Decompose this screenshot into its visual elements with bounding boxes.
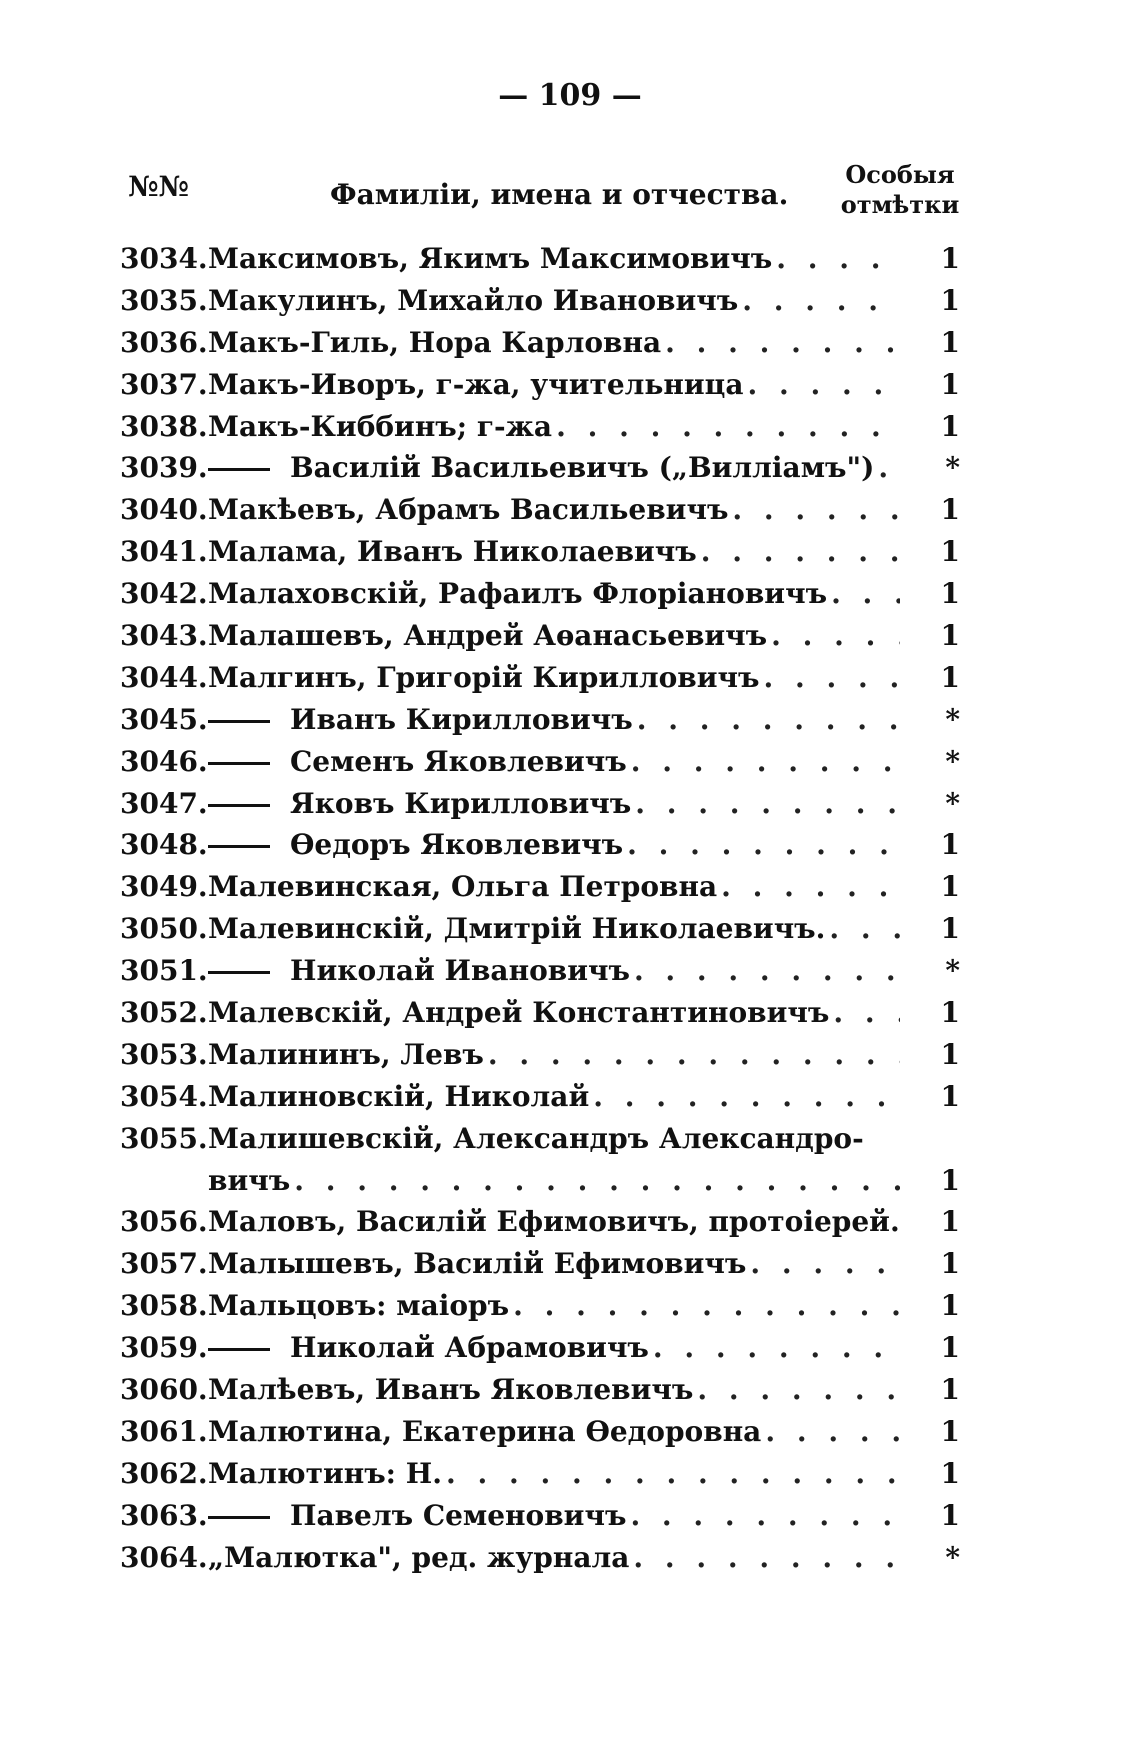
entry-name: Малишевскій, Александръ Александро- <box>208 1121 864 1155</box>
leader-dots <box>763 661 900 694</box>
entry-number: 3045. <box>120 702 208 736</box>
entry-name: Ѳедоръ Яковлевичъ <box>290 828 624 862</box>
entry-body <box>208 1164 900 1197</box>
list-item <box>120 410 960 452</box>
leader-dots <box>653 1331 900 1364</box>
entry-name: Маловъ, Василій Ефимовичъ, протоіерей. <box>208 1205 900 1239</box>
entry-mark: 1 <box>940 1163 960 1197</box>
entry-number: 3043. <box>120 619 208 653</box>
entry-name: Малиновскій, Николай <box>208 1079 590 1113</box>
entry-number: 3064. <box>120 1540 208 1574</box>
entry-body <box>208 912 900 945</box>
leader-dots <box>633 1541 900 1574</box>
leader-dots <box>627 828 900 861</box>
entry-number: 3046. <box>120 744 208 778</box>
leader-dots <box>829 912 900 945</box>
entry-number: 3038. <box>120 409 208 443</box>
entry-name: Макѣевъ, Абрамъ Васильевичъ <box>208 493 729 527</box>
entry-body <box>208 1205 900 1238</box>
leader-dots <box>697 1373 900 1406</box>
entry-name: вичъ <box>208 1163 291 1197</box>
list-item <box>120 1289 960 1331</box>
entry-body <box>208 1541 900 1574</box>
entry-mark: * <box>945 744 960 778</box>
list-item <box>120 661 960 703</box>
page-number: — 109 — <box>498 78 642 113</box>
list-item <box>120 954 960 996</box>
entry-name: Малгинъ, Григорій Кирилловичъ <box>208 660 760 694</box>
list-item <box>120 577 960 619</box>
entry-mark: 1 <box>940 242 960 275</box>
entry-body <box>208 661 900 694</box>
entry-mark: 1 <box>940 1247 960 1281</box>
entry-name: Максимовъ, Якимъ Максимовичъ <box>208 242 773 275</box>
leader-dots <box>701 535 900 568</box>
entry-mark: 1 <box>940 1079 960 1113</box>
ditto-dash <box>208 954 278 987</box>
leader-dots <box>776 242 900 275</box>
names-column-header: Фамиліи, имена и отчества. <box>330 178 789 211</box>
entry-mark: 1 <box>940 493 960 527</box>
entry-name: Малаховскій, Рафаилъ Флоріановичъ <box>208 577 828 611</box>
marks-column-header <box>830 160 970 220</box>
entry-number: 3035. <box>120 283 208 317</box>
entry-number: 3059. <box>120 1331 208 1365</box>
list-item <box>120 368 960 410</box>
entry-name: Малевинская, Ольга Петровна <box>208 870 718 904</box>
entry-name: Малютина, Екатерина Ѳедоровна <box>208 1414 762 1448</box>
entry-body <box>208 870 900 903</box>
list-item <box>120 1331 960 1373</box>
entry-mark: 1 <box>940 1037 960 1071</box>
entry-name: Малѣевъ, Иванъ Яковлевичъ <box>208 1373 694 1407</box>
entry-body <box>208 745 900 778</box>
list-item <box>120 1499 960 1541</box>
ditto-dash <box>208 703 278 736</box>
entry-number: 3062. <box>120 1456 208 1490</box>
leader-dots <box>556 410 900 443</box>
list-item <box>120 870 960 912</box>
leader-dots <box>631 745 900 778</box>
entry-mark: * <box>945 451 960 485</box>
list-item-continuation <box>120 1164 960 1206</box>
entry-body <box>208 619 900 652</box>
ditto-dash <box>208 745 278 778</box>
entry-body <box>208 1247 900 1280</box>
list-item <box>120 1373 960 1415</box>
entry-name: Яковъ Кирилловичъ <box>290 786 632 820</box>
entry-mark: 1 <box>940 1205 960 1239</box>
entry-body <box>208 535 900 568</box>
entry-name: Мальцовъ: маіоръ <box>208 1289 510 1323</box>
entry-body <box>208 1038 900 1071</box>
entry-number: 3036. <box>120 325 208 359</box>
leader-dots <box>833 996 900 1029</box>
entry-body <box>208 326 900 359</box>
entry-body <box>208 493 900 526</box>
leader-dots <box>665 326 900 359</box>
entry-name: Николай Ивановичъ <box>290 954 630 988</box>
entry-number: 3051. <box>120 954 208 988</box>
entry-mark: * <box>945 702 960 736</box>
leader-dots <box>721 870 900 903</box>
number-column-header: №№ <box>128 170 189 203</box>
list-item <box>120 996 960 1038</box>
entry-number: 3034. <box>120 242 208 275</box>
entry-body <box>208 1499 900 1532</box>
entry-mark: 1 <box>940 325 960 359</box>
entry-mark: 1 <box>940 660 960 694</box>
list-item <box>120 326 960 368</box>
entry-number: 3054. <box>120 1079 208 1113</box>
entry-body <box>208 451 900 484</box>
leader-dots <box>446 1457 900 1490</box>
entry-mark: * <box>945 1540 960 1574</box>
entry-number: 3050. <box>120 912 208 946</box>
entry-mark: * <box>945 954 960 988</box>
entry-number: 3057. <box>120 1247 208 1281</box>
entry-mark: 1 <box>940 1414 960 1448</box>
entry-number: 3060. <box>120 1373 208 1407</box>
ditto-dash <box>208 828 278 861</box>
list-item <box>120 284 960 326</box>
list-item <box>120 619 960 661</box>
list-item <box>120 912 960 954</box>
entry-number: 3048. <box>120 828 208 862</box>
entry-body <box>208 410 900 443</box>
entry-name: Малышевъ, Василій Ефимовичъ <box>208 1247 747 1281</box>
entry-mark: 1 <box>940 535 960 569</box>
entry-number: 3041. <box>120 535 208 569</box>
marks-header-line-1: Особыя <box>845 160 955 189</box>
entry-number: 3044. <box>120 660 208 694</box>
leader-dots <box>831 577 900 610</box>
entry-mark: 1 <box>940 409 960 443</box>
entry-mark: 1 <box>940 577 960 611</box>
entry-mark: 1 <box>940 912 960 946</box>
entry-body <box>208 828 900 861</box>
entry-name: Павелъ Семеновичъ <box>290 1498 627 1532</box>
entry-mark: 1 <box>940 1289 960 1323</box>
entry-number: 3056. <box>120 1205 208 1239</box>
leader-dots <box>747 368 900 401</box>
ditto-dash <box>208 451 278 484</box>
entry-mark: 1 <box>940 619 960 653</box>
leader-dots <box>742 284 900 317</box>
leader-dots <box>488 1038 900 1071</box>
entry-number: 3049. <box>120 870 208 904</box>
entry-body <box>208 1289 900 1322</box>
entries-list <box>120 242 960 1583</box>
ditto-dash <box>208 1499 278 1532</box>
leader-dots <box>750 1247 900 1280</box>
entry-mark: 1 <box>940 1498 960 1532</box>
list-item <box>120 1122 960 1164</box>
entry-mark: 1 <box>940 367 960 401</box>
entry-body <box>208 703 900 736</box>
list-item <box>120 1038 960 1080</box>
list-item <box>120 1541 960 1583</box>
leader-dots <box>765 1415 900 1448</box>
list-item <box>120 1415 960 1457</box>
leader-dots <box>634 954 900 987</box>
entry-body <box>208 242 900 275</box>
leader-dots <box>878 451 900 484</box>
entry-name: Макулинъ, Михайло Ивановичъ <box>208 283 739 317</box>
list-item <box>120 451 960 493</box>
leader-dots <box>771 619 900 652</box>
entry-name: Малютинъ: Н. <box>208 1456 442 1490</box>
entry-name: Василій Васильевичъ („Вилліамъ") <box>290 451 875 485</box>
list-item <box>120 1205 960 1247</box>
leader-dots <box>635 787 900 820</box>
entry-number: 3055. <box>120 1121 208 1155</box>
entry-name: Малама, Иванъ Николаевичъ <box>208 535 697 569</box>
list-item <box>120 1247 960 1289</box>
list-item <box>120 703 960 745</box>
entry-mark: 1 <box>940 1331 960 1365</box>
entry-mark: * <box>945 786 960 820</box>
entry-body <box>208 1415 900 1448</box>
leader-dots <box>637 703 900 736</box>
entry-mark: 1 <box>940 828 960 862</box>
entry-mark: 1 <box>940 1373 960 1407</box>
entry-name: Макъ-Киббинъ; г-жа <box>208 409 553 443</box>
entry-name: „Малютка", ред. журнала <box>208 1540 630 1574</box>
entry-name: Малевинскій, Дмитрій Николаевичъ. <box>208 912 826 946</box>
marks-header-line-2: отмѣтки <box>840 190 960 219</box>
entry-name: Малашевъ, Андрей Аѳанасьевичъ <box>208 619 768 653</box>
entry-body <box>208 787 900 820</box>
entry-number: 3061. <box>120 1414 208 1448</box>
entry-body <box>208 577 900 610</box>
entry-name: Малининъ, Левъ <box>208 1037 484 1071</box>
entry-body <box>208 996 900 1029</box>
leader-dots <box>630 1499 900 1532</box>
entry-number: 3042. <box>120 577 208 611</box>
leader-dots <box>732 493 900 526</box>
entry-number: 3040. <box>120 493 208 527</box>
list-item <box>120 493 960 535</box>
entry-number: 3037. <box>120 367 208 401</box>
entry-body <box>208 1122 900 1155</box>
entry-body <box>208 1080 900 1113</box>
entry-mark: 1 <box>940 283 960 317</box>
entry-name: Николай Абрамовичъ <box>290 1331 649 1365</box>
list-item <box>120 787 960 829</box>
list-item <box>120 535 960 577</box>
ditto-dash <box>208 1331 278 1364</box>
leader-dots <box>294 1164 900 1197</box>
list-item <box>120 745 960 787</box>
entry-number: 3053. <box>120 1037 208 1071</box>
entry-mark: 1 <box>940 1456 960 1490</box>
list-item <box>120 242 960 284</box>
entry-number: 3052. <box>120 996 208 1030</box>
entry-number: 3047. <box>120 786 208 820</box>
entry-name: Иванъ Кирилловичъ <box>290 702 633 736</box>
list-item <box>120 1457 960 1499</box>
leader-dots <box>593 1080 900 1113</box>
entry-number: 3039. <box>120 451 208 485</box>
entry-name: Макъ-Иворъ, г-жа, учительница <box>208 367 744 401</box>
entry-name: Макъ-Гиль, Нора Карловна <box>208 325 662 359</box>
entry-body <box>208 284 900 317</box>
list-item <box>120 828 960 870</box>
list-item <box>120 1080 960 1122</box>
entry-mark: 1 <box>940 996 960 1030</box>
entry-body <box>208 1457 900 1490</box>
leader-dots <box>513 1289 900 1322</box>
entry-name: Семенъ Яковлевичъ <box>290 744 627 778</box>
entry-name: Малевскій, Андрей Константиновичъ <box>208 996 830 1030</box>
entry-body <box>208 1331 900 1364</box>
entry-body <box>208 954 900 987</box>
ditto-dash <box>208 787 278 820</box>
entry-number: 3058. <box>120 1289 208 1323</box>
entry-body <box>208 1373 900 1406</box>
entry-number: 3063. <box>120 1498 208 1532</box>
entry-mark: 1 <box>940 870 960 904</box>
entry-body <box>208 368 900 401</box>
